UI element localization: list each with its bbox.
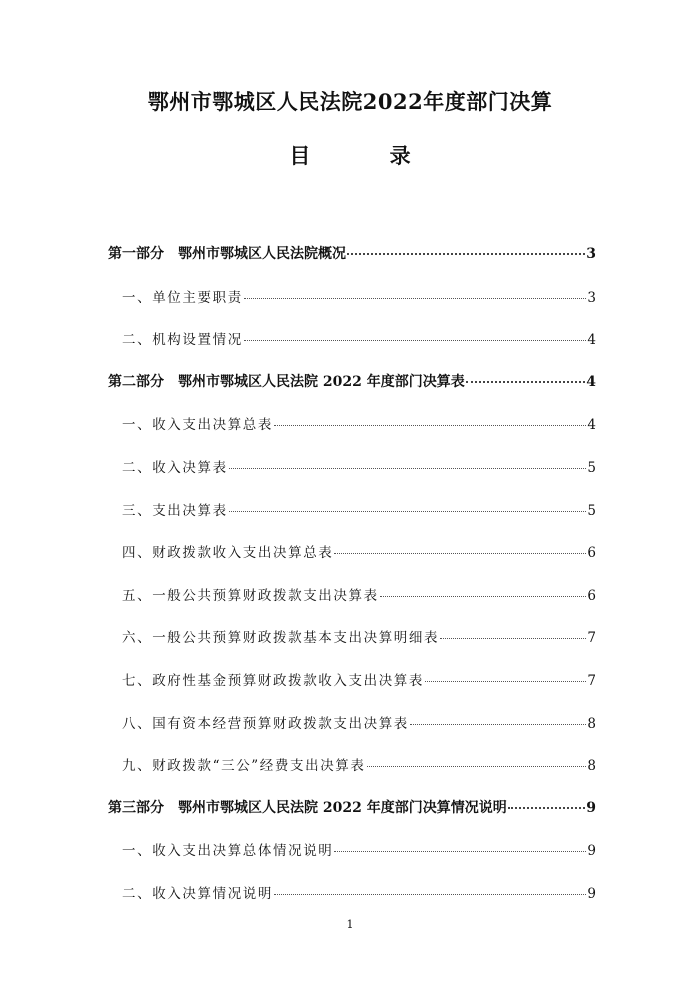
toc-section-entry[interactable] [108, 456, 596, 499]
toc-entry-page: 9 [587, 885, 596, 902]
toc-entry-page: 5 [587, 459, 596, 476]
toc-part-entry[interactable] [108, 371, 596, 414]
toc-section-entry[interactable] [108, 286, 596, 329]
dot-leader [244, 339, 587, 341]
toc-entry-page: 6 [587, 587, 596, 604]
toc-section-entry[interactable] [108, 584, 596, 627]
toc-section-entry[interactable] [108, 541, 596, 584]
toc-entry-page: 7 [587, 672, 596, 689]
toc-section-entry[interactable] [108, 754, 596, 797]
toc-entry-page: 8 [587, 715, 596, 732]
dot-leader [229, 510, 587, 512]
toc-entry-label: 八、国有资本经营预算财政拨款支出决算表 [122, 715, 409, 732]
dot-leader [440, 637, 586, 639]
dot-leader [508, 806, 586, 809]
toc-entry-page: 3 [587, 289, 596, 306]
toc-entry-label: 第二部分 鄂州市鄂城区人民法院 2022 年度部门决算表 [108, 373, 465, 390]
page-number: 1 [346, 918, 354, 931]
toc-section-entry[interactable] [108, 669, 596, 712]
toc-entry-page: 4 [586, 373, 596, 390]
dot-leader [334, 850, 586, 852]
toc-entry-label: 二、收入决算情况说明 [122, 885, 273, 902]
toc-section-entry[interactable] [108, 839, 596, 882]
toc-entry-page: 5 [587, 502, 596, 519]
dot-leader [244, 297, 587, 299]
dot-leader [274, 893, 586, 895]
dot-leader [380, 595, 587, 597]
toc-part-entry[interactable] [108, 797, 596, 840]
toc-entry-label: 九、财政拨款“三公”经费支出决算表 [122, 758, 366, 775]
toc-entry-label: 二、收入决算表 [122, 459, 228, 476]
toc-entry-page: 8 [587, 758, 596, 775]
document-title: 鄂州市鄂城区人民法院2022年度部门决算 [147, 89, 553, 114]
toc-entry-label: 七、政府性基金预算财政拨款收入支出决算表 [122, 672, 424, 689]
toc-entry-label: 一、单位主要职责 [122, 289, 243, 306]
toc-entry-page: 3 [586, 246, 596, 262]
toc-entry-page: 9 [587, 843, 596, 860]
toc-entry-label: 第三部分 鄂州市鄂城区人民法院 2022 年度部门决算情况说明 [108, 799, 507, 816]
dot-leader [367, 765, 587, 767]
toc-entry-page: 4 [587, 417, 596, 434]
toc-entry-page: 4 [587, 332, 596, 349]
dot-leader [334, 552, 586, 554]
toc-heading: 目 录 [289, 143, 447, 168]
toc-section-entry[interactable] [108, 712, 596, 755]
toc-entry-label: 六、一般公共预算财政拨款基本支出决算明细表 [122, 630, 440, 647]
dot-leader [466, 380, 586, 383]
toc-section-entry[interactable] [108, 626, 596, 669]
toc-entry-label: 第一部分 鄂州市鄂城区人民法院概况 [108, 246, 346, 262]
dot-leader [274, 424, 586, 426]
toc-section-entry[interactable] [108, 328, 596, 371]
toc-entry-label: 四、财政拨款收入支出决算总表 [122, 545, 334, 562]
toc-entry-page: 7 [587, 630, 596, 647]
table-of-contents [108, 243, 596, 925]
toc-entry-label: 一、收入支出决算总表 [122, 417, 273, 434]
dot-leader [425, 680, 586, 682]
toc-section-entry[interactable] [108, 413, 596, 456]
dot-leader [229, 467, 587, 469]
toc-section-entry[interactable] [108, 499, 596, 542]
toc-entry-page: 6 [587, 545, 596, 562]
toc-part-entry[interactable] [108, 243, 596, 286]
toc-entry-label: 三、支出决算表 [122, 502, 228, 519]
toc-entry-label: 一、收入支出决算总体情况说明 [122, 843, 334, 860]
toc-entry-label: 五、一般公共预算财政拨款支出决算表 [122, 587, 379, 604]
toc-entry-label: 二、机构设置情况 [122, 332, 243, 349]
toc-entry-page: 9 [586, 799, 596, 816]
dot-leader [347, 252, 585, 255]
dot-leader [410, 723, 587, 725]
